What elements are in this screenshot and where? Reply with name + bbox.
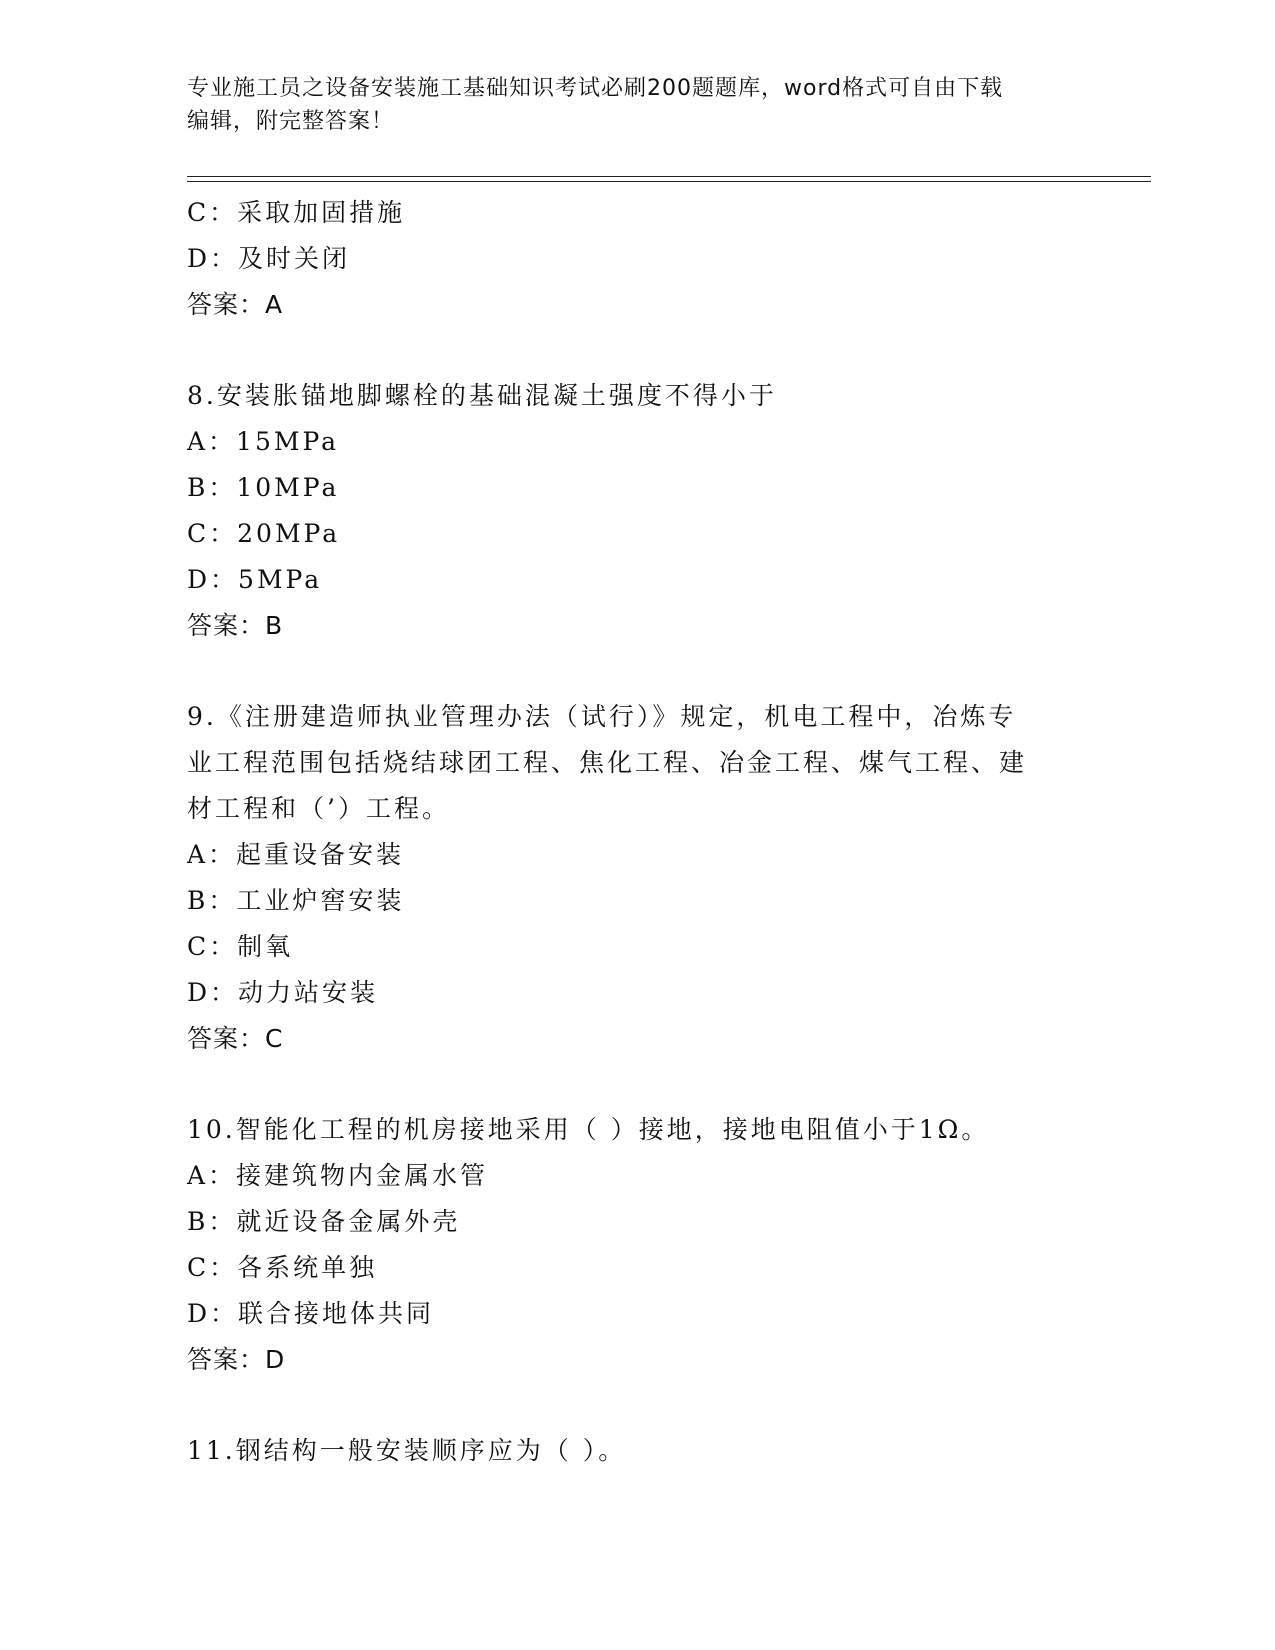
q8-stem: 8.安装胀锚地脚螺栓的基础混凝土强度不得小于 (187, 381, 777, 410)
q10-option-c: C：各系统单独 (187, 1253, 378, 1282)
q9-stem-line-3: 材工程和（’）工程。 (187, 794, 450, 823)
header-title-line-2: 编辑，附完整答案！ (187, 109, 395, 134)
q9-option-b: B：工业炉窖安装 (187, 886, 405, 915)
q9-stem-line-1: 9.《注册建造师执业管理办法（试行）》规定，机电工程中，冶炼专 (187, 702, 1017, 731)
q10-answer: 答案：D (187, 1345, 286, 1374)
question-spacer (187, 1062, 1087, 1107)
q8-option-b: B：10MPa (187, 473, 340, 502)
q10-option-b: B：就近设备金属外壳 (187, 1207, 461, 1236)
q9-stem-line-2: 业工程范围包括烧结球团工程、焦化工程、冶金工程、煤气工程、建 (187, 748, 1028, 777)
q8-option-a: A：15MPa (187, 427, 340, 456)
document-header (187, 72, 1087, 138)
question-spacer (187, 1383, 1087, 1428)
q10-stem: 10.智能化工程的机房接地采用（ ）接地，接地电阻值小于1Ω。 (187, 1115, 990, 1144)
q9-option-c: C：制氧 (187, 932, 294, 961)
q8-option-d: D：5MPa (187, 565, 323, 594)
q7-answer: 答案：A (187, 290, 284, 319)
q7-option-d: D：及时关闭 (187, 244, 351, 273)
q10-option-a: A：接建筑物内金属水管 (187, 1161, 489, 1190)
q8-option-c: C：20MPa (187, 519, 341, 548)
q9-option-a: A：起重设备安装 (187, 840, 405, 869)
question-list (187, 190, 1087, 1474)
q10-option-d: D：联合接地体共同 (187, 1299, 435, 1328)
q7-option-c: C：采取加固措施 (187, 198, 406, 227)
header-title-line-1: 专业施工员之设备安装施工基础知识考试必刷200题题库，word格式可自由下载 (187, 76, 1004, 101)
q9-option-d: D：动力站安装 (187, 978, 379, 1007)
q9-answer: 答案：C (187, 1024, 284, 1053)
q8-answer: 答案：B (187, 611, 284, 640)
question-spacer (187, 328, 1087, 373)
header-divider (187, 176, 1151, 182)
question-spacer (187, 649, 1087, 694)
q11-stem: 11.钢结构一般安装顺序应为（ ）。 (187, 1436, 627, 1465)
